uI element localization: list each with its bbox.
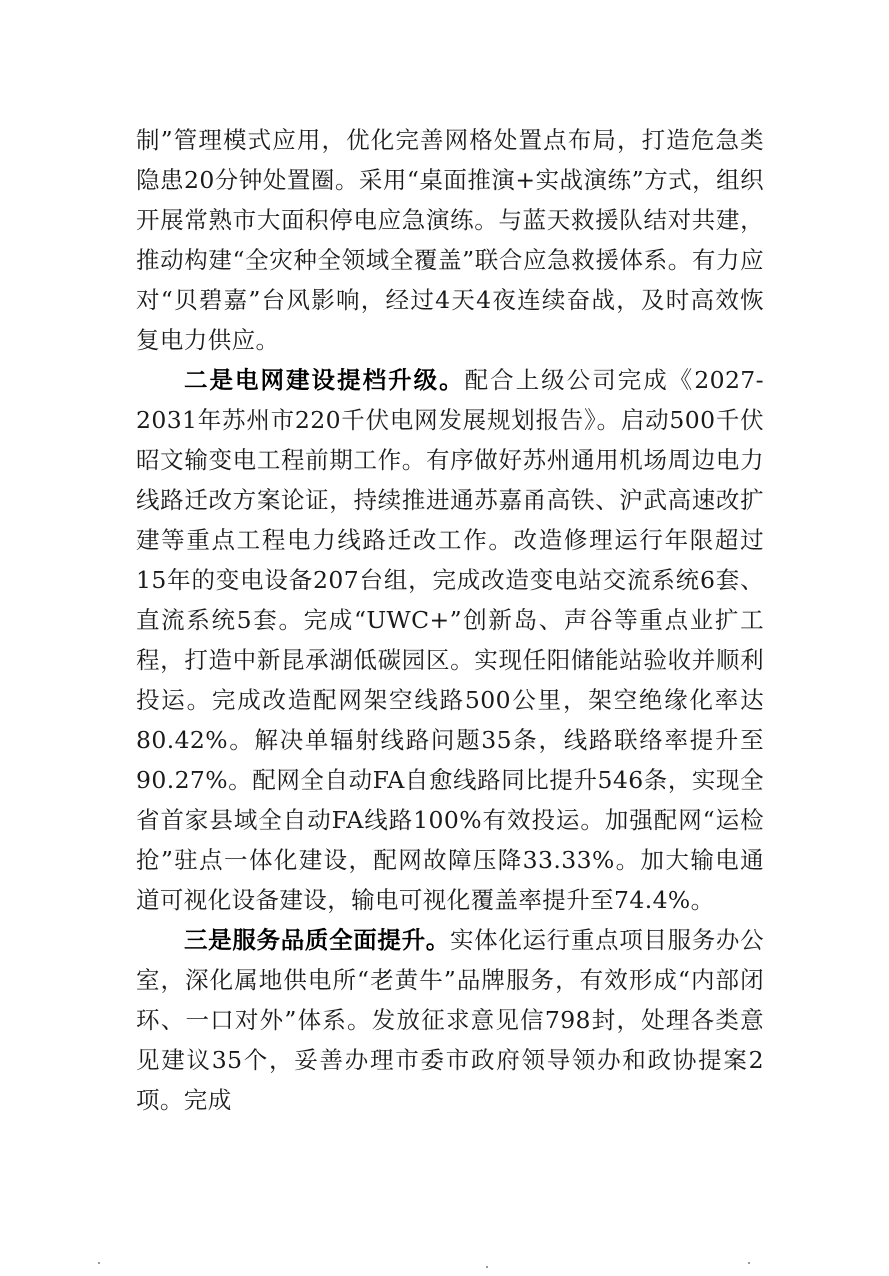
paragraph-emergency-response [136,120,764,360]
paragraph-text: 制”管理模式应用，优化完善网格处置点布局，打造危急类隐患20分钟处置圈。采用“桌面推演+实战演练”方式，组织开展常熟市大面积停电应急演练。与蓝天救援队结对共建，推动构建“全灾种全领域全覆盖”联合应急救援体系。有力应对“贝碧嘉”台风影响，经过4天4夜连续奋战，及时高效恢复电力供应。 [136,126,764,354]
document-body [136,120,764,1120]
scan-speck [748,1262,750,1264]
scan-speck [98,1262,100,1264]
paragraph-text: 实体化运行重点项目服务办公室，深化属地供电所“老黄牛”品牌服务，有效形成“内部闭环、一口对外”体系。发放征求意见信798封，处理各类意见建议35个，妥善办理市委市政府领导领办和政协提案2项。完成 [136,926,765,1114]
paragraph-grid-construction [136,360,764,920]
scan-speck [486,1266,488,1268]
paragraph-service-quality [136,920,764,1120]
paragraph-lead-heading: 二是电网建设提档升级。 [184,366,465,394]
paragraph-lead-heading: 三是服务品质全面提升。 [184,926,450,954]
paragraph-text: 配合上级公司完成《2027-2031年苏州市220千伏电网发展规划报告》。启动500千伏昭文输变电工程前期工作。有序做好苏州通用机场周边电力线路迁改方案论证，持续推进通苏嘉甬高铁、沪武高速改扩建等重点工程电力线路迁改工作。改造修理运行年限超过15年的变电设备207台组，完成改造变电站交流系统6套、直流系统5套。完成“UWC+”创新岛、声谷等重点业扩工程，打造中新昆承湖低碳园区。实现任阳储能站验收并顺利投运。完成改造配网架空线路500公里，架空绝缘化率达80.42%。解决单辐射线路问题35条，线路联络率提升至90.27%。配网全自动FA自愈线路同比提升546条，实现全省首家县域全自动FA线路100%有效投运。加强配网“运检抢”驻点一体化建设，配网故障压降33.33%。加大输电通道可视化设备建设，输电可视化覆盖率提升至74.4%。 [136,366,764,914]
